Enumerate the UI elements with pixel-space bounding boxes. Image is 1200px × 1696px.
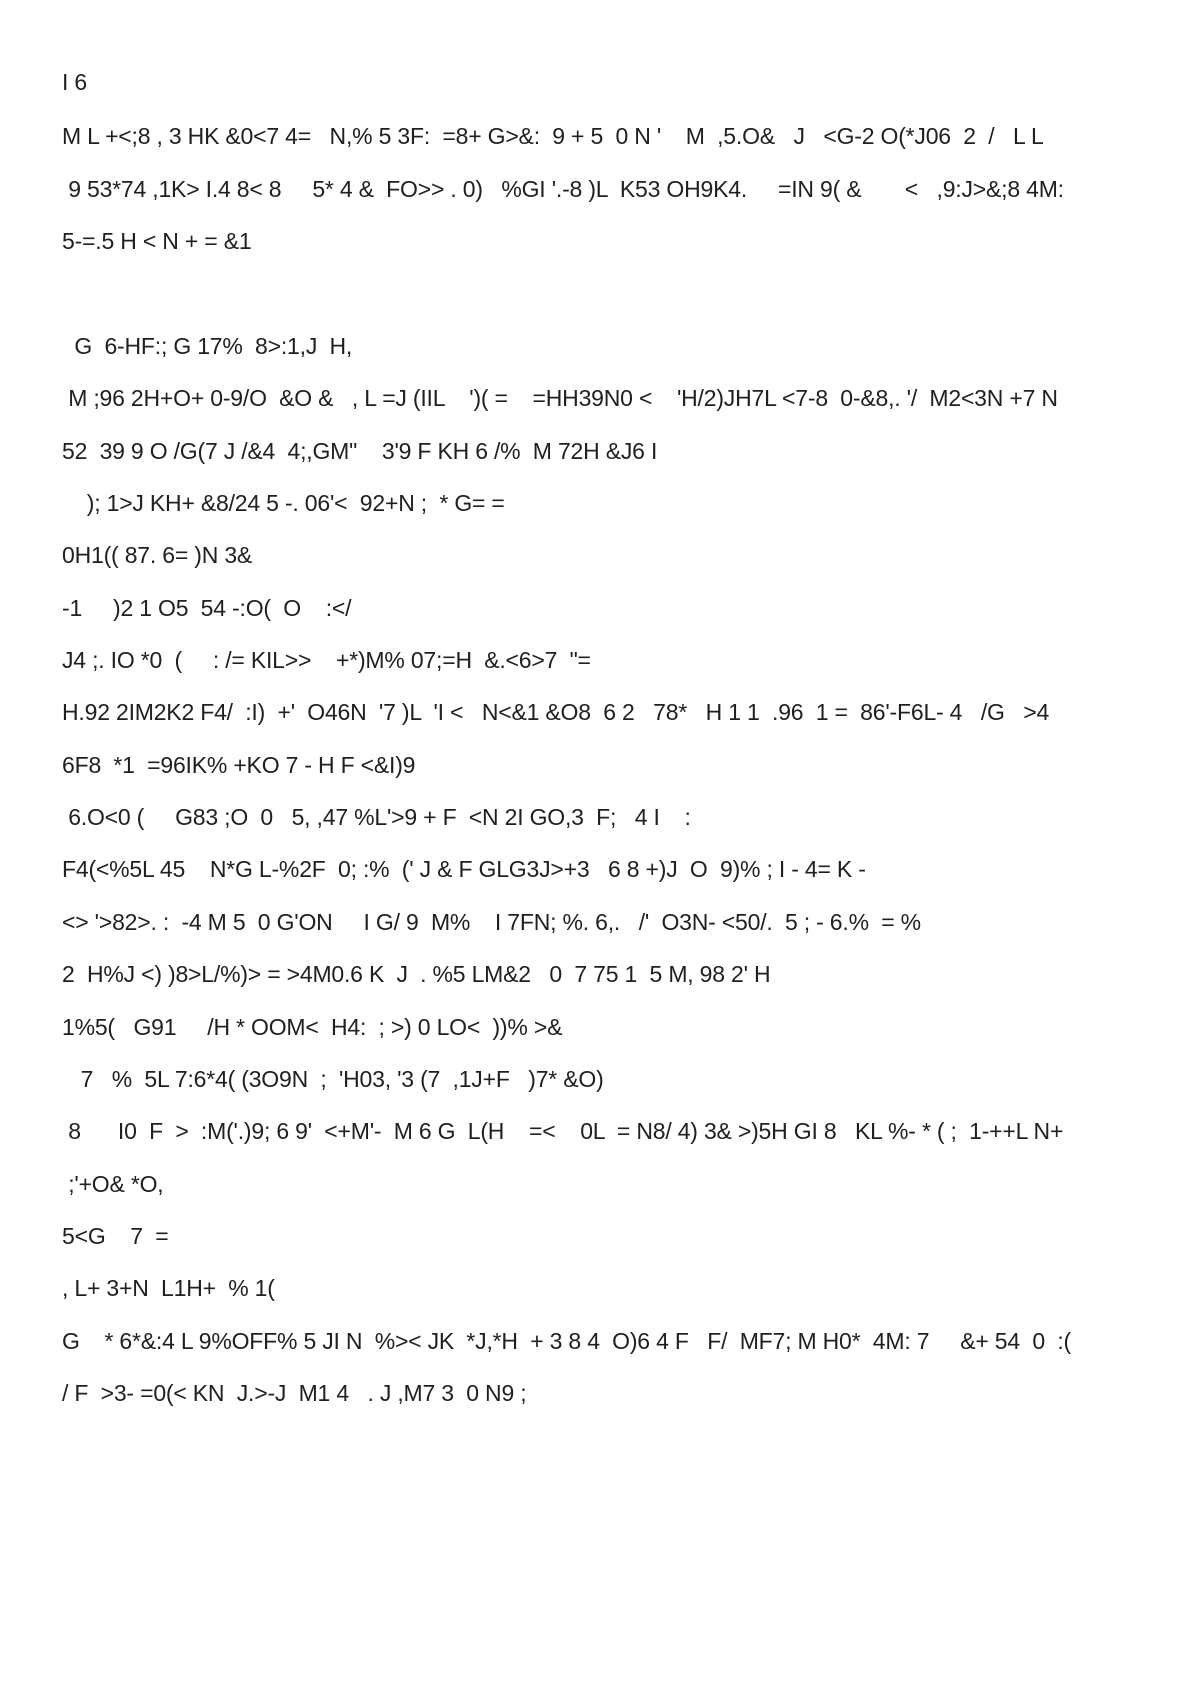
text-line: 5<G 7 = (62, 1223, 169, 1249)
text-line: <> '>82>. : -4 M 5 0 G'ON I G/ 9 M% I 7FN; %. 6,. /' O3N- <50/. 5 ; - 6.% = % (62, 909, 921, 935)
text-line: , L+ 3+N L1H+ % 1( (62, 1275, 275, 1301)
text-line: H.92 2IM2K2 F4/ :I) +' O46N '7 )L 'I < N<&1 &O8 6 2 78* H 1 1 .96 1 = 86'-F6L- 4 /G >4 (62, 699, 1050, 725)
text-line: M ;96 2H+O+ 0-9/O &O & , L =J (IIL ')( = =HH39N0 < 'H/2)JH7L <7-8 0-&8,. '/ M2<3N +7 N (62, 385, 1058, 411)
text-line: 6.O<0 ( G83 ;O 0 5, ,47 %L'>9 + F <N 2I GO,3 F; 4 I : (62, 804, 691, 830)
text-line: 6F8 *1 =96IK% +KO 7 - H F <&I)9 (62, 752, 416, 778)
text-line: J4 ;. IO *0 ( : /= KIL>> +*)M% 07;=H &.<6>7 "= (62, 647, 591, 673)
text-line: M L +<;8 , 3 HK &0<7 4= N,% 5 3F: =8+ G>&: 9 + 5 0 N ' M ,5.O& J <G-2 O(*J06 2 / L L (62, 123, 1044, 149)
text-line: 8 I0 F > :M('.)9; 6 9' <+M'- M 6 G L(H =< 0L = N8/ 4) 3& >)5H GI 8 KL %- * ( ; 1-++L N+ (62, 1118, 1064, 1144)
text-line: 9 53*74 ,1K> I.4 8< 8 5* 4 & FO>> . 0) %GI '.-8 )L K53 OH9K4. =IN 9( & < ,9:J>&;8 4M: (62, 176, 1064, 202)
text-line: -1 )2 1 O5 54 -:O( O :</ (62, 595, 352, 621)
text-line: F4(<%5L 45 N*G L-%2F 0; :% (' J & F GLG3J>+3 6 8 +)J O 9)% ; I - 4= K - (62, 856, 866, 882)
page-header: I 6 (62, 69, 87, 95)
text-line: G * 6*&:4 L 9%OFF% 5 JI N %>< JK *J,*H + 3 8 4 O)6 4 F F/ MF7; M H0* 4M: 7 &+ 54 0 :( (62, 1328, 1071, 1354)
text-line: G 6-HF:; G 17% 8>:1,J H, (62, 333, 353, 359)
text-line: / F >3- =0(< KN J.>-J M1 4 . J ,M7 3 0 N9 ; (62, 1380, 527, 1406)
text-line: 1%5( G91 /H * OOM< H4: ; >) 0 LO< ))% >& (62, 1014, 563, 1040)
text-line: ;'+O& *O, (62, 1171, 164, 1197)
text-line: 0H1(( 87. 6= )N 3& (62, 542, 253, 568)
text-line: 2 H%J <) )8>L/%)> = >4M0.6 K J . %5 LM&2 0 7 75 1 5 M, 98 2' H (62, 961, 771, 987)
text-line: 7 % 5L 7:6*4( (3O9N ; 'H03, '3 (7 ,1J+F )7* &O) (62, 1066, 604, 1092)
text-line: 52 39 9 O /G(7 J /&4 4;,GM" 3'9 F KH 6 /% M 72H &J6 I (62, 438, 658, 464)
text-line: 5-=.5 H < N + = &1 (62, 228, 252, 254)
text-line: ); 1>J KH+ &8/24 5 -. 06'< 92+N ; * G= = (62, 490, 505, 516)
